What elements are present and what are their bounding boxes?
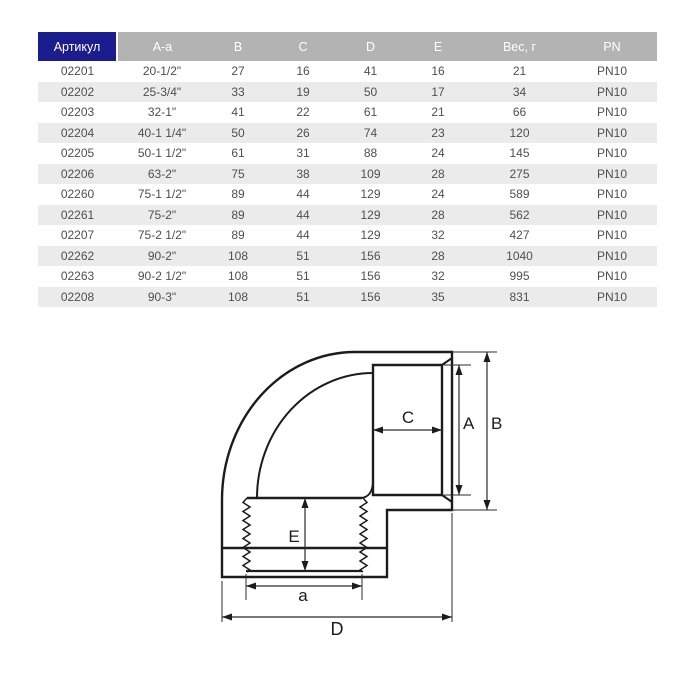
table-cell: 02263: [60, 269, 95, 284]
table-cell: 75: [231, 166, 245, 181]
socket-mouth-chamfers: [442, 358, 452, 502]
table-cell: 28: [431, 166, 445, 181]
table-cell: 61: [231, 146, 245, 161]
table-cell: 156: [360, 289, 381, 304]
table-cell: 129: [360, 187, 381, 202]
table-cell: 24: [431, 187, 445, 202]
table-cell: 88: [363, 146, 378, 161]
column-header-a-a: A-a: [117, 32, 207, 61]
table-cell: 562: [509, 207, 530, 222]
table-cell: 51: [296, 248, 310, 263]
label-D: D: [330, 619, 344, 639]
table-cell: 02204: [60, 125, 95, 140]
table-cell: 156: [360, 269, 381, 284]
table-cell: 22: [296, 105, 310, 120]
column-header-c: C: [269, 32, 337, 61]
column-header-articul: Артикул: [38, 32, 117, 61]
table-cell: 995: [509, 269, 530, 284]
table-cell: 16: [296, 64, 310, 79]
table-cell: 23: [431, 125, 445, 140]
table-cell: PN10: [596, 269, 628, 284]
table-cell: 51: [296, 269, 310, 284]
table-cell: 02201: [60, 64, 95, 79]
table-cell: PN10: [596, 166, 628, 181]
table-cell: 20-1/2": [142, 64, 182, 79]
table-cell: 32-1": [147, 105, 177, 120]
table-cell: PN10: [596, 64, 628, 79]
label-C: C: [401, 408, 415, 427]
table-cell: 89: [231, 207, 245, 222]
column-header-d: D: [337, 32, 404, 61]
table-cell: 90-2": [147, 248, 177, 263]
label-B: B: [491, 414, 503, 433]
table-cell: 16: [431, 64, 445, 79]
fitting-outline: [222, 352, 452, 577]
table-cell: 17: [431, 84, 445, 99]
label-E: E: [288, 527, 300, 546]
column-header-e: E: [404, 32, 472, 61]
table-cell: 41: [363, 64, 378, 79]
table-cell: 50-1 1/2": [137, 146, 187, 161]
table-cell: 145: [509, 146, 530, 161]
table-cell: 40-1 1/4": [137, 125, 187, 140]
table-cell: 41: [231, 105, 245, 120]
table-cell: 50: [363, 84, 378, 99]
thread-left-zigzag: [243, 498, 250, 572]
column-header-weight: Вес, г: [472, 32, 567, 61]
table-cell: 109: [360, 166, 381, 181]
table-cell: PN10: [596, 105, 628, 120]
table-cell: 108: [227, 248, 249, 263]
table-cell: 21: [512, 64, 527, 79]
column-header-pn: PN: [567, 32, 657, 61]
table-cell: 90-2 1/2": [137, 269, 187, 284]
table-cell: PN10: [596, 228, 628, 243]
inner-wall-arc: [257, 373, 373, 498]
table-cell: 51: [296, 289, 310, 304]
table-cell: PN10: [596, 146, 628, 161]
table-cell: 75-1 1/2": [137, 187, 187, 202]
table-cell: 589: [509, 187, 530, 202]
table-cell: 129: [360, 207, 381, 222]
table-cell: 108: [227, 269, 249, 284]
label-A: A: [463, 414, 475, 433]
outer-contour: [222, 352, 452, 577]
table-cell: 02207: [60, 228, 95, 243]
column-header-b: B: [207, 32, 269, 61]
table-cell: 28: [431, 207, 445, 222]
table-cell: 02261: [60, 207, 95, 222]
table-cell: 21: [431, 105, 445, 120]
table-cell: 74: [363, 125, 378, 140]
table-cell: 02208: [60, 289, 95, 304]
table-cell: 32: [431, 269, 445, 284]
table-cell: 27: [231, 64, 245, 79]
table-cell: 02260: [60, 187, 95, 202]
table-cell: PN10: [596, 84, 628, 99]
table-cell: PN10: [596, 125, 628, 140]
table-cell: 427: [509, 228, 530, 243]
table-cell: 63-2": [147, 166, 177, 181]
table-cell: 50: [231, 125, 245, 140]
table-cell: PN10: [596, 207, 628, 222]
table-cell: 32: [431, 228, 445, 243]
table-cell: PN10: [596, 248, 628, 263]
table-cell: 24: [431, 146, 445, 161]
table-cell: 44: [296, 187, 310, 202]
table-cell: 44: [296, 207, 310, 222]
table-cell: 90-3": [147, 289, 177, 304]
table-cell: 120: [509, 125, 530, 140]
table-cell: 75-2 1/2": [137, 228, 187, 243]
table-cell: PN10: [596, 289, 628, 304]
table-cell: 275: [509, 166, 530, 181]
table-cell: 28: [431, 248, 445, 263]
table-cell: 66: [512, 105, 527, 120]
table-cell: 02206: [60, 166, 95, 181]
table-cell: 831: [509, 289, 530, 304]
label-a: a: [298, 586, 308, 605]
table-cell: 38: [296, 166, 310, 181]
table-cell: 35: [431, 289, 445, 304]
inner-corner-fillet: [361, 480, 373, 498]
table-cell: 33: [231, 84, 245, 99]
table-cell: 1040: [506, 248, 533, 263]
thread-right-zigzag: [360, 498, 367, 572]
table-cell: 129: [360, 228, 381, 243]
table-cell: 02262: [60, 248, 95, 263]
table-cell: 34: [512, 84, 527, 99]
table-cell: 61: [363, 105, 378, 120]
table-cell: 02205: [60, 146, 95, 161]
table-cell: 75-2": [147, 207, 177, 222]
table-cell: 108: [227, 289, 249, 304]
table-cell: 156: [360, 248, 381, 263]
table-cell: 44: [296, 228, 310, 243]
table-cell: PN10: [596, 187, 628, 202]
table-cell: 02202: [60, 84, 95, 99]
dimension-labels: [288, 408, 502, 639]
table-cell: 89: [231, 228, 245, 243]
table-cell: 19: [296, 84, 310, 99]
table-cell: 02203: [60, 105, 95, 120]
table-cell: 25-3/4": [142, 84, 182, 99]
table-cell: 26: [296, 125, 310, 140]
table-cell: 31: [296, 146, 310, 161]
table-cell: 89: [231, 187, 245, 202]
